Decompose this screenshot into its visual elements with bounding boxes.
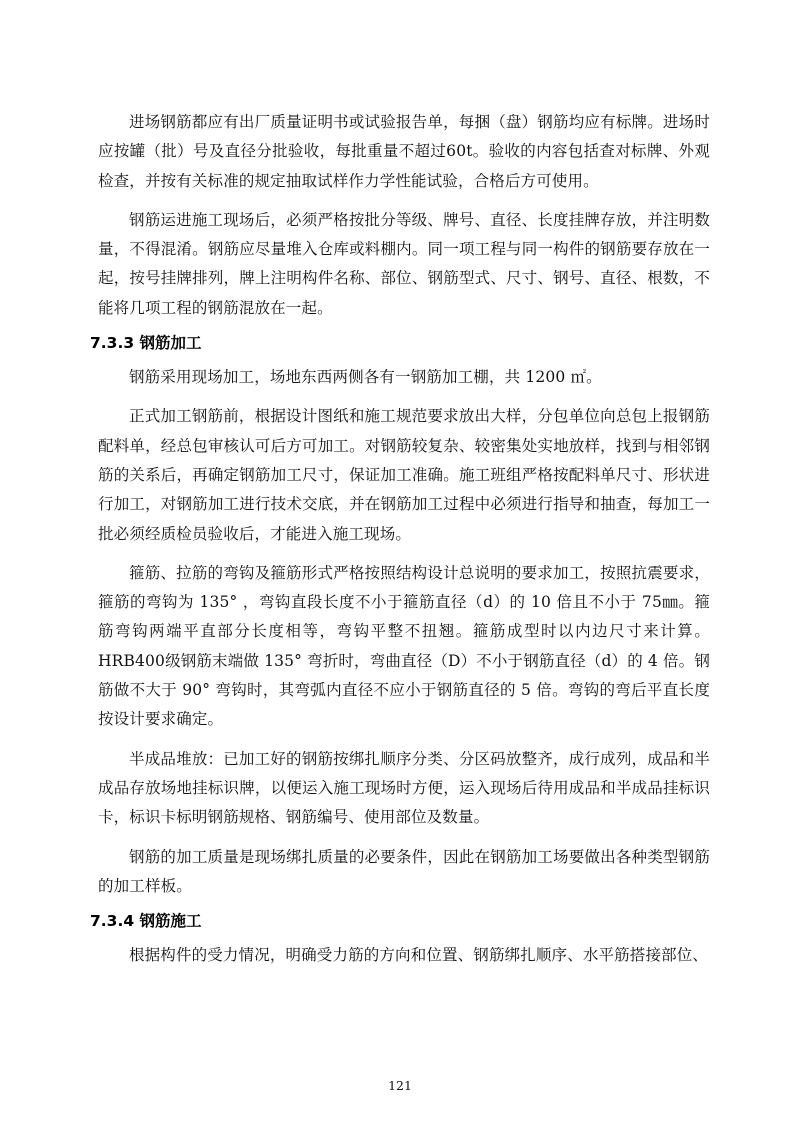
paragraph-construction: 根据构件的受力情况，明确受力筋的方向和位置、钢筋绑扎顺序、水平筋搭接部位、 [129, 946, 709, 965]
page-number: 121 [388, 1078, 412, 1093]
paragraph-storage: 钢筋运进施工现场后，必须严格按批分等级、牌号、直径、长度挂牌存放，并注明数量，不得混淆。钢筋应尽量堆入仓库或料棚内。同一项工程与同一构件的钢筋要存放在一起，按号挂牌排列，牌上注明构件名称、部位、钢筋型式、尺寸、钢号、直径、根数，不能将几项工程的钢筋混放在一起。 [98, 210, 710, 317]
paragraph-quality: 钢筋的加工质量是现场绑扎质量的必要条件，因此在钢筋加工场要做出各种类型钢筋的加工样板。 [98, 847, 710, 895]
paragraph-incoming-inspection: 进场钢筋都应有出厂质量证明书或试验报告单，每捆（盘）钢筋均应有标牌。进场时应按罐（批）号及直径分批验收，每批重量不超过60t。验收的内容包括查对标牌、外观检查，并按有关标准的规定抽取试样作力学性能试验，合格后方可使用。 [98, 113, 710, 190]
heading-7-3-4: 7.3.4 钢筋施工 [90, 912, 202, 931]
paragraph-semi-finished: 半成品堆放：已加工好的钢筋按绑扎顺序分类、分区码放整齐，成行成列，成品和半成品存放场地挂标识牌，以便运入施工现场时方便，运入现场后待用成品和半成品挂标识卡，标识卡标明钢筋规格、钢筋编号、使用部位及数量。 [98, 749, 710, 827]
paragraph-stirrup-hooks: 箍筋、拉筋的弯钩及箍筋形式严格按照结构设计总说明的要求加工，按照抗震要求，箍筋的弯钩为 135° ，弯钩直段长度不小于箍筋直径（d）的 10 倍且不小于 75㎜。箍筋弯钩两端平直部分长度相等，弯钩平整不扭翘。箍筋成型时以内边尺寸来计算。HRB400级钢筋末端做 135° 弯折时，弯曲直径（D）不小于钢筋直径（d）的 4 倍。钢筋做不大于 90° 弯钩时，其弯弧内直径不应小于钢筋直径的 5 倍。弯钩的弯后平直长度按设计要求确定。 [98, 563, 710, 729]
heading-7-3-3: 7.3.3 钢筋加工 [90, 334, 202, 353]
paragraph-processing-shed: 钢筋采用现场加工，场地东西两侧各有一钢筋加工棚，共 1200 ㎡。 [129, 368, 602, 387]
paragraph-formal-processing: 正式加工钢筋前，根据设计图纸和施工规范要求放出大样，分包单位向总包上报钢筋配料单，经总包审核认可后方可加工。对钢筋较复杂、较密集处实地放样，找到与相邻钢筋的关系后，再确定钢筋加工尺寸，保证加工准确。施工班组严格按配料单尺寸、形状进行加工，对钢筋加工进行技术交底，并在钢筋加工过程中必须进行指导和抽查，每加工一批必须经质检员验收后，才能进入施工现场。 [98, 407, 710, 543]
document-body [90, 108, 710, 980]
